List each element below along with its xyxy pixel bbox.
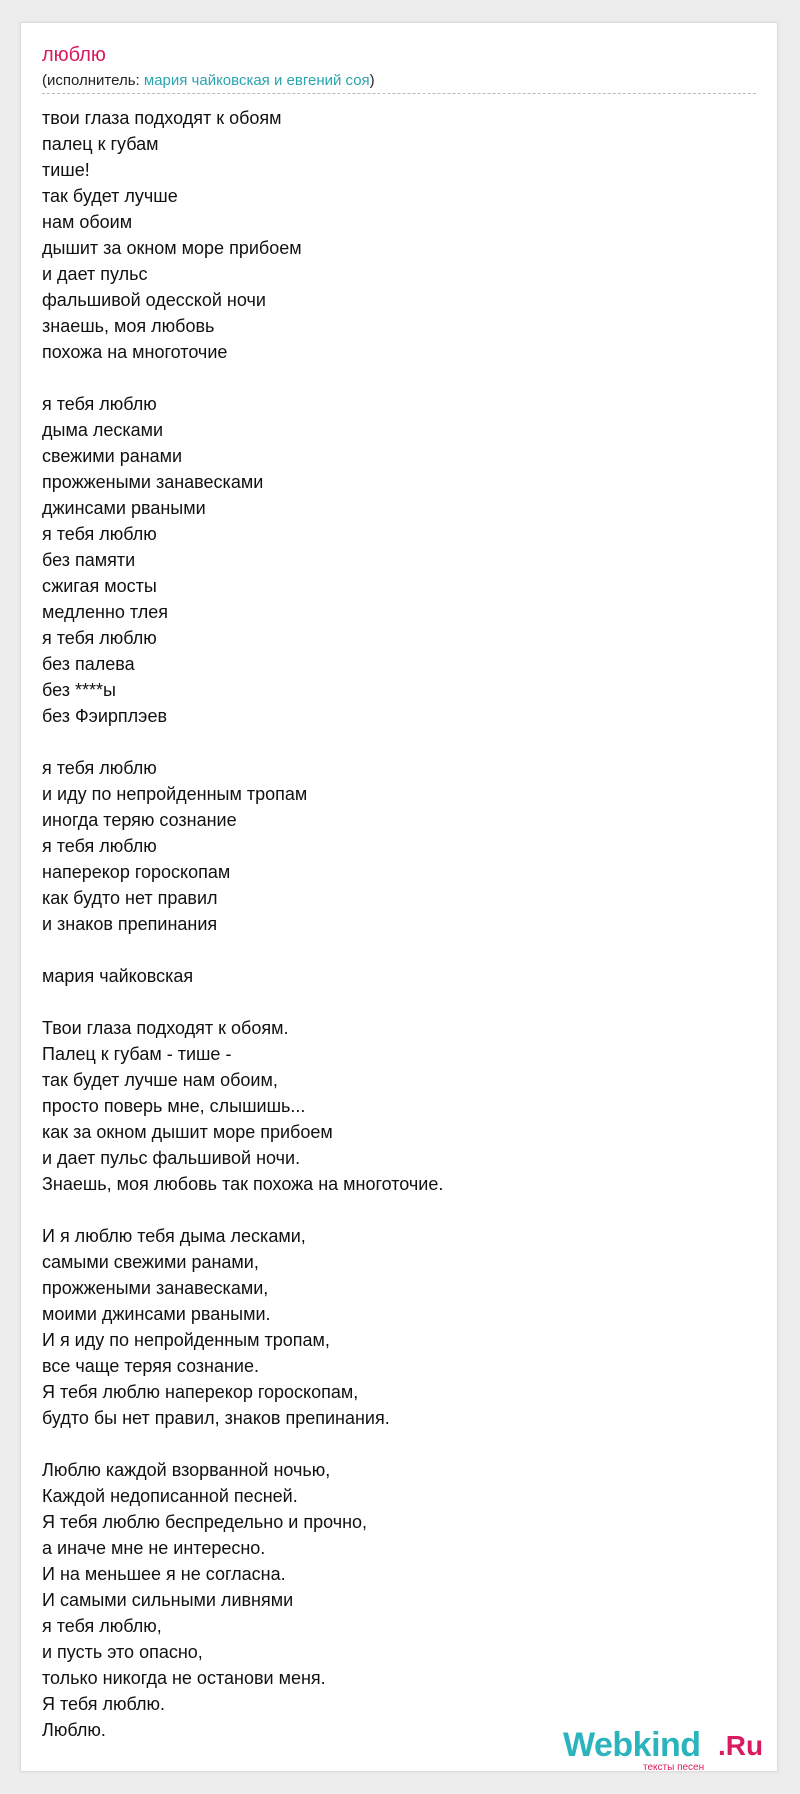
lyric-line: прожжеными занавесками, xyxy=(42,1278,269,1298)
lyric-line: и дает пульс xyxy=(42,264,148,284)
lyric-line: я тебя люблю xyxy=(42,758,157,778)
lyric-line: Люблю каждой взорванной ночью, xyxy=(42,1460,331,1480)
lyric-line: просто поверь мне, слышишь... xyxy=(42,1096,306,1116)
lyric-line: я тебя люблю xyxy=(42,394,157,414)
lyric-line: Палец к губам - тише - xyxy=(42,1044,232,1064)
song-title: люблю xyxy=(42,44,106,66)
lyric-line: я тебя люблю, xyxy=(42,1616,162,1636)
lyric-line: я тебя люблю xyxy=(42,524,157,544)
performer-line xyxy=(42,72,375,89)
lyrics-card xyxy=(20,22,778,1772)
lyric-line: и знаков препинания xyxy=(42,914,218,934)
stanza-break xyxy=(42,1431,756,1457)
lyric-line: и пусть это опасно, xyxy=(42,1642,203,1662)
stanza-break xyxy=(42,729,756,755)
header-divider xyxy=(42,93,756,94)
lyric-line: дыма лесками xyxy=(42,420,164,440)
lyric-line: Я тебя люблю. xyxy=(42,1694,166,1714)
lyric-line: И я иду по непройденным тропам, xyxy=(42,1330,330,1350)
logo-word: Webkind xyxy=(563,1726,701,1764)
lyric-line: без Фэирплэев xyxy=(42,706,168,726)
lyric-line: так будет лучше нам обоим, xyxy=(42,1070,278,1090)
lyric-line: Знаешь, моя любовь так похожа на многоточие. xyxy=(42,1174,444,1194)
lyrics-text xyxy=(42,105,756,1743)
lyric-line: я тебя люблю xyxy=(42,628,157,648)
lyric-line: самыми свежими ранами, xyxy=(42,1252,259,1272)
lyric-line: похожа на многоточие xyxy=(42,342,228,362)
lyric-line: и дает пульс фальшивой ночи. xyxy=(42,1148,301,1168)
lyric-line: фальшивой одесской ночи xyxy=(42,290,266,310)
webkind-logo[interactable] xyxy=(563,1726,777,1773)
artist-link[interactable]: мария чайковская и евгений соя xyxy=(143,72,370,89)
lyric-line: медленно тлея xyxy=(42,602,169,622)
lyric-line: без ****ы xyxy=(42,680,116,700)
lyric-line: наперекор гороскопам xyxy=(42,862,231,882)
lyric-line: я тебя люблю xyxy=(42,836,157,856)
lyric-line: И на меньшее я не согласна. xyxy=(42,1564,286,1584)
performer-prefix: (исполнитель: xyxy=(42,72,144,89)
lyric-line: как будто нет правил xyxy=(42,888,218,908)
lyric-line: без памяти xyxy=(42,550,136,570)
lyric-line: без палева xyxy=(42,654,135,674)
lyric-line: будто бы нет правил, знаков препинания. xyxy=(42,1408,390,1428)
lyric-line: так будет лучше xyxy=(42,186,178,206)
lyric-line: как за окном дышит море прибоем xyxy=(42,1122,333,1142)
lyric-line: тише! xyxy=(42,160,90,180)
lyric-line: свежими ранами xyxy=(42,446,183,466)
lyric-line: Я тебя люблю наперекор гороскопам, xyxy=(42,1382,359,1402)
lyric-line: сжигая мосты xyxy=(42,576,157,596)
lyric-line: иногда теряю сознание xyxy=(42,810,237,830)
lyric-line: палец к губам xyxy=(42,134,159,154)
lyric-line: а иначе мне не интересно. xyxy=(42,1538,266,1558)
stanza-break xyxy=(42,365,756,391)
lyric-line: И я люблю тебя дыма лесками, xyxy=(42,1226,306,1246)
logo-tagline: тексты песен xyxy=(643,1762,705,1773)
lyric-line: Люблю. xyxy=(42,1720,106,1740)
lyric-line: твои глаза подходят к обоям xyxy=(42,108,282,128)
lyric-line: только никогда не останови меня. xyxy=(42,1668,326,1688)
stanza-break xyxy=(42,937,756,963)
lyric-line: Каждой недописанной песней. xyxy=(42,1486,298,1506)
lyric-line: мария чайковская xyxy=(42,966,194,986)
lyric-line: знаешь, моя любовь xyxy=(42,316,215,336)
lyric-line: все чаще теряя сознание. xyxy=(42,1356,259,1376)
lyric-line: дышит за окном море прибоем xyxy=(42,238,302,258)
lyric-line: моими джинсами рваными. xyxy=(42,1304,271,1324)
lyric-line: джинсами рваными xyxy=(42,498,206,518)
stanza-break xyxy=(42,989,756,1015)
lyric-line: Твои глаза подходят к обоям. xyxy=(42,1018,289,1038)
lyric-line: и иду по непройденным тропам xyxy=(42,784,308,804)
lyric-line: Я тебя люблю беспредельно и прочно, xyxy=(42,1512,368,1532)
lyric-line: прожжеными занавесками xyxy=(42,472,264,492)
lyric-line: И самыми сильными ливнями xyxy=(42,1590,294,1610)
lyric-line: нам обоим xyxy=(42,212,133,232)
stanza-break xyxy=(42,1197,756,1223)
logo-tld: .Ru xyxy=(718,1730,764,1761)
performer-suffix: ) xyxy=(369,72,375,89)
